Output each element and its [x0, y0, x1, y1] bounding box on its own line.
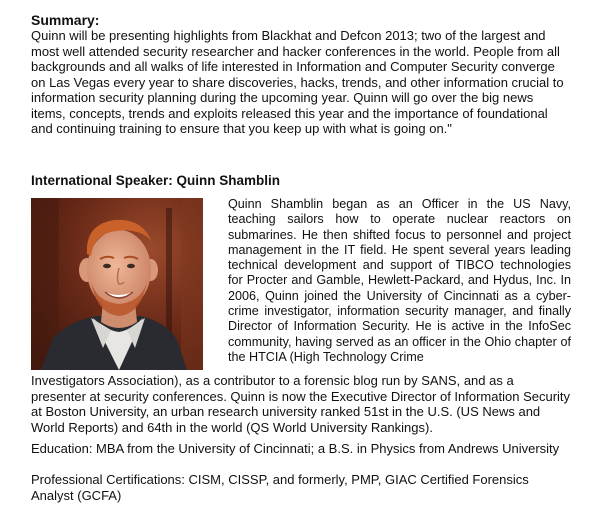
speaker-bio-wrapped [228, 197, 571, 365]
speaker-certifications: Professional Certifications: CISM, CISSP, and formerly, PMP, GIAC Certified Forensics Analyst (GCFA) [31, 472, 529, 503]
speaker-education: Education: MBA from the University of Cincinnati; a B.S. in Physics from Andrews University [31, 441, 560, 456]
speaker-heading: International Speaker: Quinn Shamblin [31, 173, 281, 188]
summary-heading: Summary: [31, 12, 100, 28]
summary-body: Quinn will be presenting highlights from Blackhat and Defcon 2013; two of the largest and most well attended security researcher and hacker conferences in the world. People from all backgrounds and all walks of life interested in Information and Computer Security converge on Las Vegas every year to share discoveries, hacks, trends, and other information crucial to information security planning during the upcoming year. Quinn will go over the big news items, concepts, trends and exploits released this year and the importance of foundational and continuing training to ensure that you keep up with what is going on." [31, 28, 564, 136]
speaker-photo-illustration [31, 198, 203, 370]
speaker-bio-wrapped-text: Quinn Shamblin began as an Officer in the US Navy, teaching sailors how to operate nuclear reactors on submarines. He then shifted focus to personnel and project management in the IT field. He spent several years leading technical development and support of TIBCO technologies for Procter and Gamble, Hewlett-Packard, and Hydus, Inc. In 2006, Quinn joined the University of Cincinnati as a cyber-crime investigator, information security manager, and finally Director of Information Security. He is active in the InfoSec community, having served as an officer in the Ohio chapter of the HTCIA (High Technology Crime [228, 197, 571, 364]
speaker-bio-continued: Investigators Association), as a contributor to a forensic blog run by SANS, and as a presenter at security conferences. Quinn is now the Executive Director of Information Security at Boston University, an urban research university ranked 51st in the U.S. (US News and World Reports) and 64th in the world (QS World University Rankings). [31, 373, 571, 435]
speaker-photo [31, 198, 203, 370]
